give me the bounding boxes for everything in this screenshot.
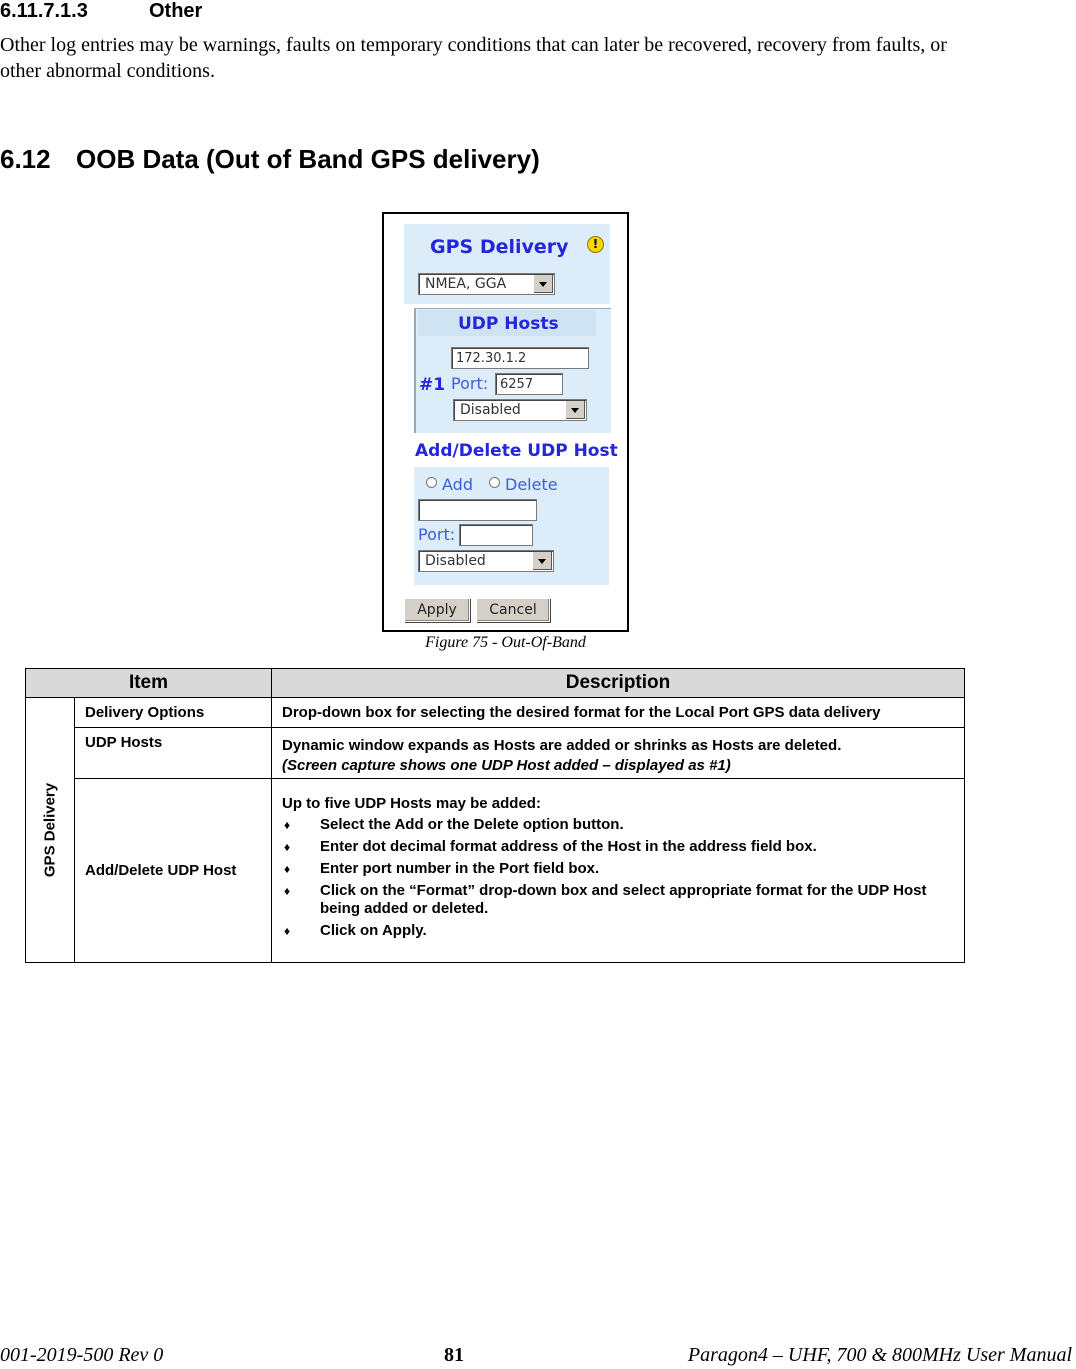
footer-manual-title: Paragon4 – UHF, 700 & 800MHz User Manual xyxy=(687,1344,1072,1366)
host-format-value: Disabled xyxy=(460,402,521,418)
host-index-label: #1 xyxy=(419,375,446,395)
item-cell: Delivery Options xyxy=(75,698,272,728)
list-item: ♦ Enter dot decimal format address of the Host in the address field box. xyxy=(282,838,954,856)
table-header-row xyxy=(26,669,965,698)
udp-hosts-title: UDP Hosts xyxy=(458,314,559,334)
add-delete-title: Add/Delete UDP Host xyxy=(415,441,618,461)
new-format-value: Disabled xyxy=(425,553,486,569)
format-select[interactable] xyxy=(418,273,555,295)
new-format-select[interactable] xyxy=(418,550,554,572)
subsection-heading xyxy=(0,0,202,23)
page-number: 81 xyxy=(444,1344,464,1366)
radio-add-label: Add xyxy=(442,475,473,494)
new-port-label: Port: xyxy=(418,525,456,544)
port-label: Port: xyxy=(451,374,489,393)
body-paragraph: Other log entries may be warnings, faults on temporary conditions that can later be recovered, recovery from faults, or other abnormal conditions. xyxy=(0,34,947,82)
apply-button[interactable]: Apply xyxy=(404,598,470,622)
desc-text: Dynamic window expands as Hosts are added or shrinks as Hosts are deleted. xyxy=(282,737,842,754)
radio-add[interactable] xyxy=(426,477,437,488)
radio-delete-label: Delete xyxy=(505,475,558,494)
desc-note: (Screen capture shows one UDP Host added – displayed as #1) xyxy=(282,757,731,774)
warning-icon: ! xyxy=(587,236,604,253)
host-format-select[interactable] xyxy=(453,399,587,421)
desc-intro: Up to five UDP Hosts may be added: xyxy=(282,795,541,812)
table-row xyxy=(26,779,965,963)
list-item: ♦ Click on the “Format” drop-down box and select appropriate format for the UDP Host being added or deleted. xyxy=(282,882,954,918)
group-cell xyxy=(26,698,75,963)
header-item: Item xyxy=(26,669,272,698)
description-table xyxy=(25,668,965,963)
table-row xyxy=(26,728,965,779)
table-row xyxy=(26,698,965,728)
radio-delete[interactable] xyxy=(489,477,500,488)
section-heading xyxy=(0,144,540,175)
chevron-down-icon[interactable] xyxy=(565,401,585,419)
host-address-input[interactable]: 172.30.1.2 xyxy=(451,347,589,369)
new-port-input[interactable] xyxy=(459,524,533,546)
new-address-input[interactable] xyxy=(418,499,537,521)
footer-doc-number: 001-2019-500 Rev 0 xyxy=(0,1344,164,1366)
gps-delivery-figure xyxy=(382,212,629,632)
chevron-down-icon[interactable] xyxy=(533,275,553,293)
group-label: GPS Delivery xyxy=(41,782,59,878)
figure-caption: Figure 75 - Out-Of-Band xyxy=(425,634,586,651)
format-select-value: NMEA, GGA xyxy=(425,276,507,292)
list-item: ♦ Click on Apply. xyxy=(282,922,954,940)
section-number: 6.12 xyxy=(0,144,51,174)
host-port-input[interactable]: 6257 xyxy=(495,373,563,395)
cancel-button[interactable]: Cancel xyxy=(476,598,550,622)
desc-cell: Drop-down box for selecting the desired format for the Local Port GPS data delivery xyxy=(272,698,965,728)
item-cell: UDP Hosts xyxy=(75,728,272,779)
header-description: Description xyxy=(272,669,965,698)
subsection-number: 6.11.7.1.3 xyxy=(0,0,88,22)
gps-delivery-title: GPS Delivery xyxy=(430,236,569,258)
desc-cell xyxy=(272,779,965,963)
chevron-down-icon[interactable] xyxy=(532,552,552,570)
section-title: OOB Data (Out of Band GPS delivery) xyxy=(76,144,540,174)
bullet-list xyxy=(282,816,954,940)
item-cell: Add/Delete UDP Host xyxy=(75,779,272,963)
subsection-title: Other xyxy=(149,0,203,22)
desc-cell xyxy=(272,728,965,779)
list-item: ♦ Select the Add or the Delete option button. xyxy=(282,816,954,834)
list-item: ♦ Enter port number in the Port field box. xyxy=(282,860,954,878)
